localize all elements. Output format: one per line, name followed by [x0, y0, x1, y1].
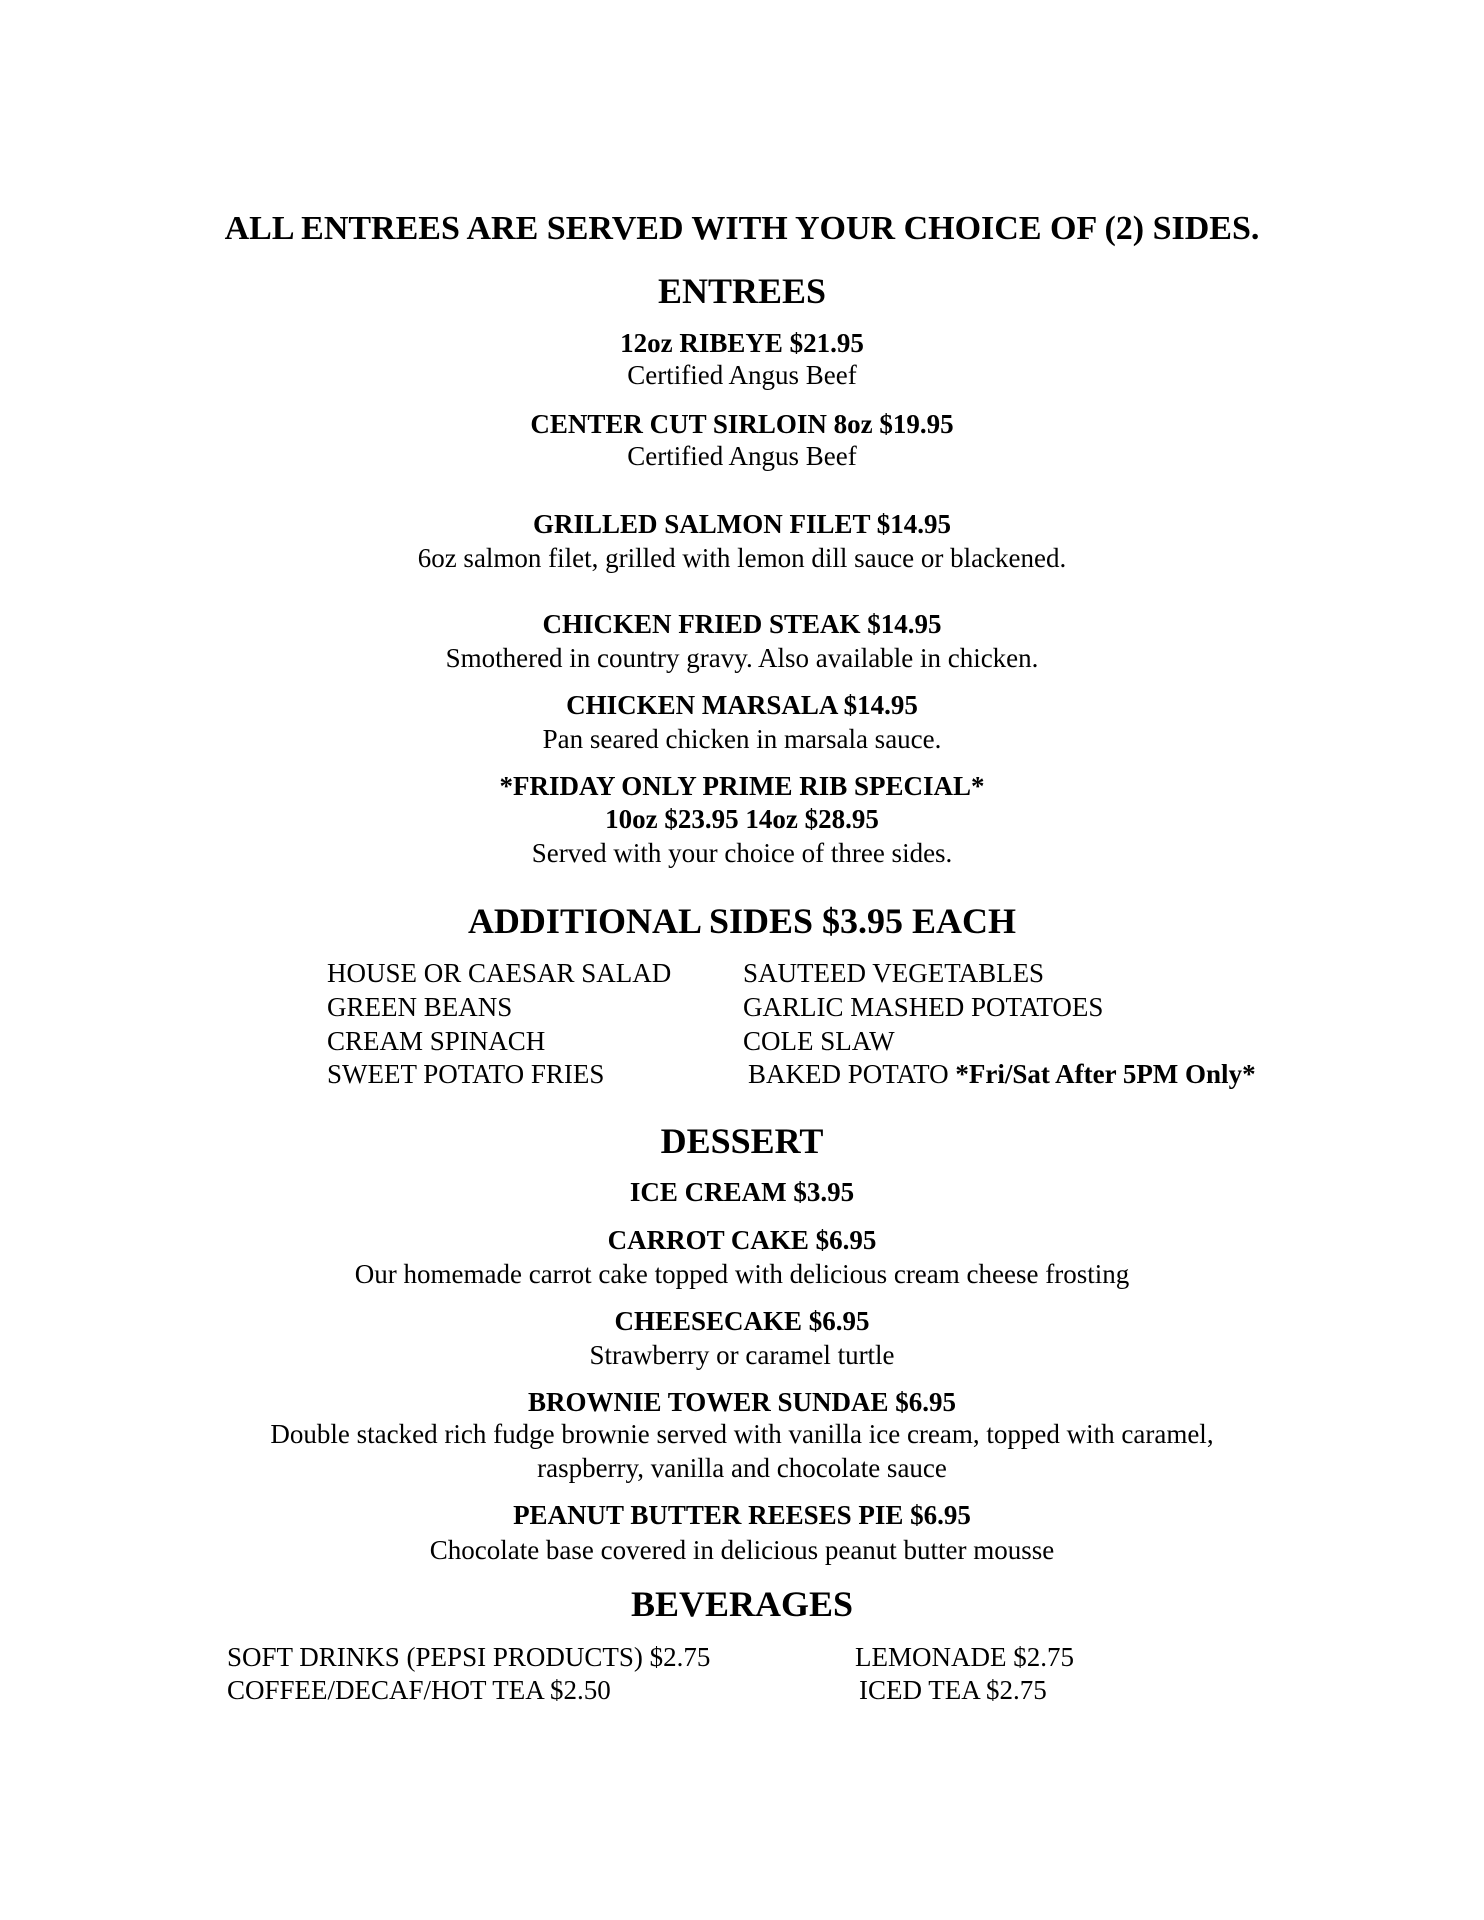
- side-item: COLE SLAW: [743, 1026, 895, 1056]
- entree-title: CENTER CUT SIRLOIN 8oz $19.95: [530, 409, 954, 439]
- side-item: SAUTEED VEGETABLES: [743, 958, 1045, 988]
- entree-title: GRILLED SALMON FILET $14.95: [532, 509, 952, 539]
- beverages-heading: BEVERAGES: [630, 1584, 854, 1624]
- intro-note: ALL ENTREES ARE SERVED WITH YOUR CHOICE OF (2) SIDES.: [224, 210, 1260, 247]
- dessert-title: PEANUT BUTTER REESES PIE $6.95: [513, 1500, 971, 1530]
- sides-heading: ADDITIONAL SIDES $3.95 EACH: [467, 901, 1017, 941]
- side-item: GREEN BEANS: [327, 992, 513, 1022]
- dessert-desc: Chocolate base covered in delicious peanut butter mousse: [429, 1535, 1055, 1565]
- entree-title: 12oz RIBEYE $21.95: [620, 328, 864, 358]
- dessert-desc: Strawberry or caramel turtle: [589, 1340, 895, 1370]
- entrees-heading: ENTREES: [657, 271, 827, 311]
- side-item-baked-potato: [748, 1059, 1256, 1090]
- dessert-desc-cont: raspberry, vanilla and chocolate sauce: [537, 1453, 947, 1483]
- entree-desc: 6oz salmon filet, grilled with lemon dill sauce or blackened.: [417, 543, 1067, 573]
- special-desc: Served with your choice of three sides.: [531, 838, 953, 868]
- dessert-title: BROWNIE TOWER SUNDAE $6.95: [527, 1387, 957, 1417]
- side-item: CREAM SPINACH: [327, 1026, 546, 1056]
- entree-title: CHICKEN MARSALA $14.95: [566, 690, 918, 720]
- entree-desc: Certified Angus Beef: [627, 360, 857, 390]
- beverage-item: LEMONADE $2.75: [855, 1642, 1074, 1672]
- dessert-title: CHEESECAKE $6.95: [614, 1306, 870, 1336]
- side-item: HOUSE OR CAESAR SALAD: [327, 958, 672, 988]
- special-prices: 10oz $23.95 14oz $28.95: [605, 804, 879, 834]
- entree-desc: Certified Angus Beef: [627, 441, 857, 471]
- dessert-desc: Our homemade carrot cake topped with delicious cream cheese frosting: [354, 1259, 1130, 1289]
- special-title: *FRIDAY ONLY PRIME RIB SPECIAL*: [499, 771, 985, 801]
- dessert-title: CARROT CAKE $6.95: [607, 1225, 877, 1255]
- entree-title: CHICKEN FRIED STEAK $14.95: [542, 609, 942, 639]
- baked-potato-note: *Fri/Sat After 5PM Only*: [955, 1059, 1256, 1089]
- dessert-title: ICE CREAM $3.95: [629, 1177, 855, 1207]
- beverage-item: SOFT DRINKS (PEPSI PRODUCTS) $2.75: [227, 1642, 711, 1672]
- entree-desc: Pan seared chicken in marsala sauce.: [542, 724, 942, 754]
- entree-desc: Smothered in country gravy. Also available in chicken.: [445, 643, 1039, 673]
- side-item: BAKED POTATO: [748, 1059, 956, 1089]
- beverage-item: ICED TEA $2.75: [859, 1675, 1047, 1705]
- beverage-item: COFFEE/DECAF/HOT TEA $2.50: [227, 1675, 611, 1705]
- side-item: SWEET POTATO FRIES: [327, 1059, 605, 1089]
- dessert-desc: Double stacked rich fudge brownie served with vanilla ice cream, topped with caramel,: [270, 1419, 1214, 1449]
- dessert-heading: DESSERT: [660, 1121, 824, 1161]
- side-item: GARLIC MASHED POTATOES: [743, 992, 1104, 1022]
